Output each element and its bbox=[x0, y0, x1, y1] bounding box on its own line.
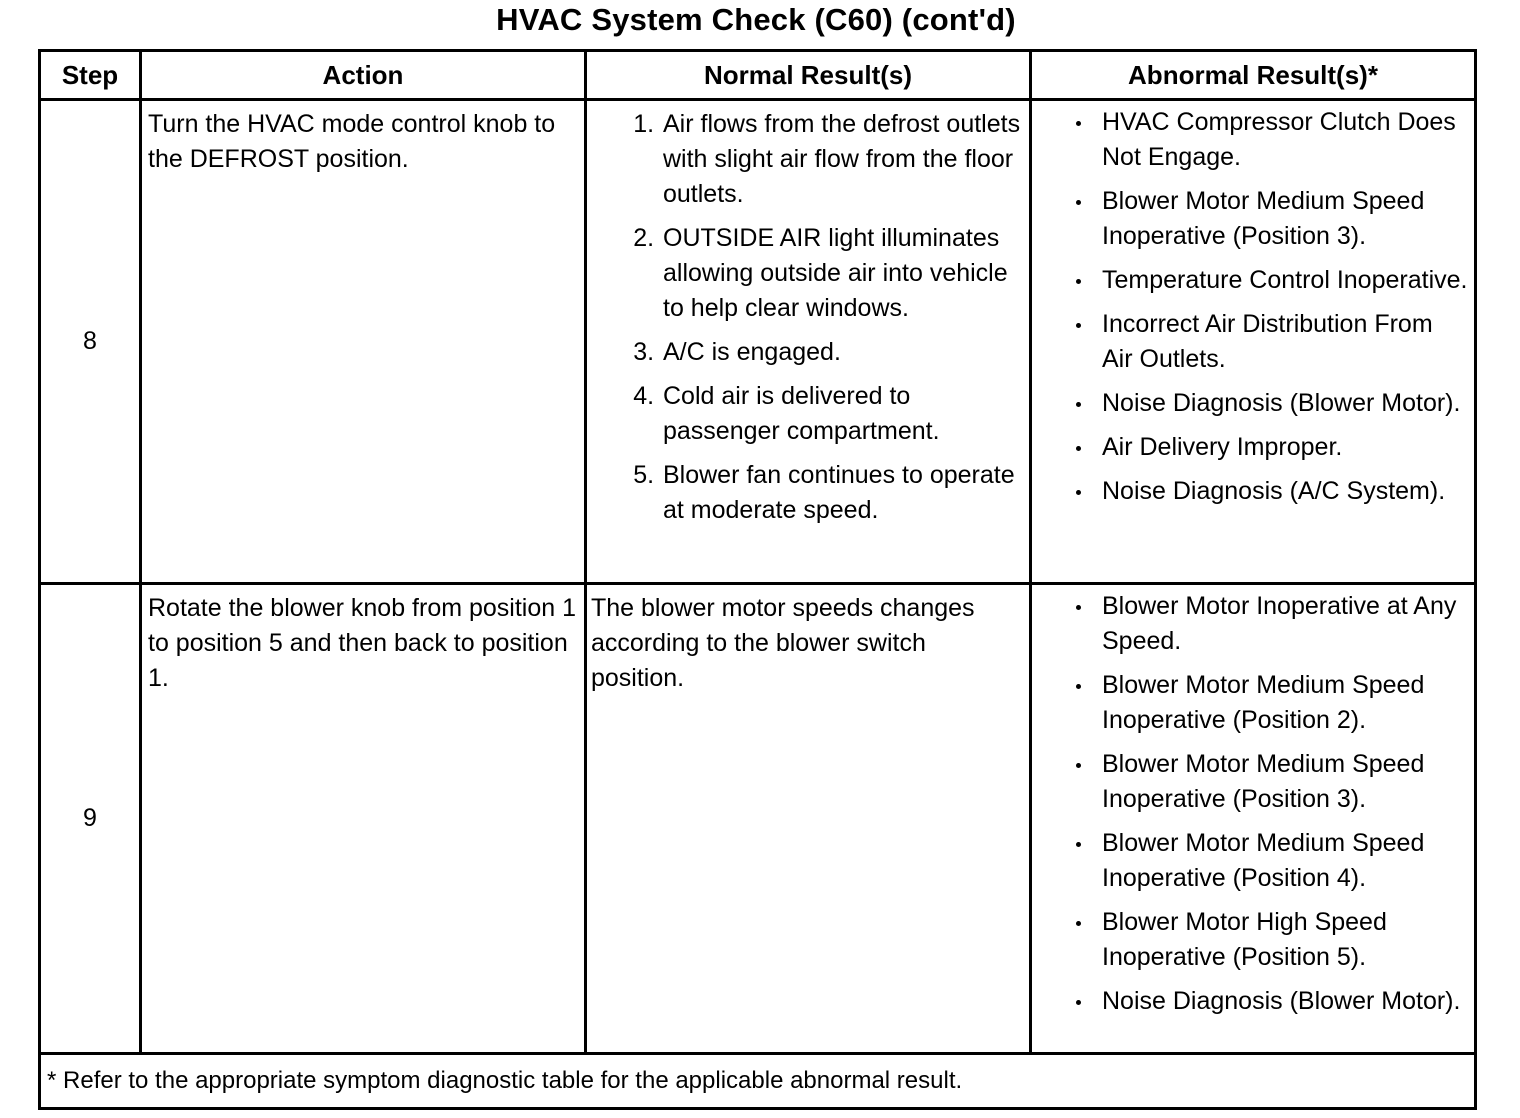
page-title: HVAC System Check (C60) (cont'd) bbox=[496, 2, 1016, 37]
abnormal-results-list bbox=[1032, 105, 1468, 509]
header-row bbox=[40, 51, 1476, 100]
header-normal-results: Normal Result(s) bbox=[586, 51, 1031, 100]
list-item: Incorrect Air Distribution From Air Outlets. bbox=[1102, 307, 1468, 377]
list-item: Noise Diagnosis (A/C System). bbox=[1102, 474, 1468, 509]
list-item: Blower Motor Medium Speed Inoperative (Position 2). bbox=[1102, 668, 1468, 738]
list-item: Blower Motor High Speed Inoperative (Position 5). bbox=[1102, 905, 1468, 975]
header-step: Step bbox=[40, 51, 141, 100]
table-row-step-9 bbox=[40, 584, 1476, 1054]
list-item: Blower Motor Medium Speed Inoperative (Position 3). bbox=[1102, 747, 1468, 817]
normal-results-text: The blower motor speeds changes according to the blower switch position. bbox=[586, 584, 1031, 1054]
header-abnormal-results: Abnormal Result(s)* bbox=[1031, 51, 1476, 100]
list-item: 2. OUTSIDE AIR light illuminates allowing outside air into vehicle to help clear windows. bbox=[661, 221, 1023, 326]
list-item: Blower Motor Medium Speed Inoperative (Position 3). bbox=[1102, 184, 1468, 254]
step-number: 8 bbox=[40, 100, 141, 584]
list-item: 5. Blower fan continues to operate at moderate speed. bbox=[661, 458, 1023, 528]
step-number: 9 bbox=[40, 584, 141, 1054]
list-item: Blower Motor Inoperative at Any Speed. bbox=[1102, 589, 1468, 659]
header-action: Action bbox=[141, 51, 586, 100]
table-row-step-8 bbox=[40, 100, 1476, 584]
hvac-check-table bbox=[38, 49, 1477, 1110]
normal-results bbox=[586, 100, 1031, 584]
abnormal-results-list bbox=[1032, 589, 1468, 1019]
action-text: Rotate the blower knob from position 1 to position 5 and then back to position 1. bbox=[141, 584, 586, 1054]
list-item: 3. A/C is engaged. bbox=[661, 335, 1023, 370]
abnormal-results bbox=[1031, 584, 1476, 1054]
list-item: 1. Air flows from the defrost outlets with slight air flow from the floor outlets. bbox=[661, 107, 1023, 212]
footnote: * Refer to the appropriate symptom diagnostic table for the applicable abnormal result. bbox=[40, 1054, 1476, 1109]
list-item: 4. Cold air is delivered to passenger compartment. bbox=[661, 379, 1023, 449]
list-item: Air Delivery Improper. bbox=[1102, 430, 1468, 465]
list-item: Noise Diagnosis (Blower Motor). bbox=[1102, 386, 1468, 421]
list-item: Temperature Control Inoperative. bbox=[1102, 263, 1468, 298]
normal-results-list bbox=[591, 107, 1023, 528]
list-item: HVAC Compressor Clutch Does Not Engage. bbox=[1102, 105, 1468, 175]
list-item: Noise Diagnosis (Blower Motor). bbox=[1102, 984, 1468, 1019]
footnote-row bbox=[40, 1054, 1476, 1109]
list-item: Blower Motor Medium Speed Inoperative (Position 4). bbox=[1102, 826, 1468, 896]
abnormal-results bbox=[1031, 100, 1476, 584]
action-text: Turn the HVAC mode control knob to the DEFROST position. bbox=[141, 100, 586, 584]
